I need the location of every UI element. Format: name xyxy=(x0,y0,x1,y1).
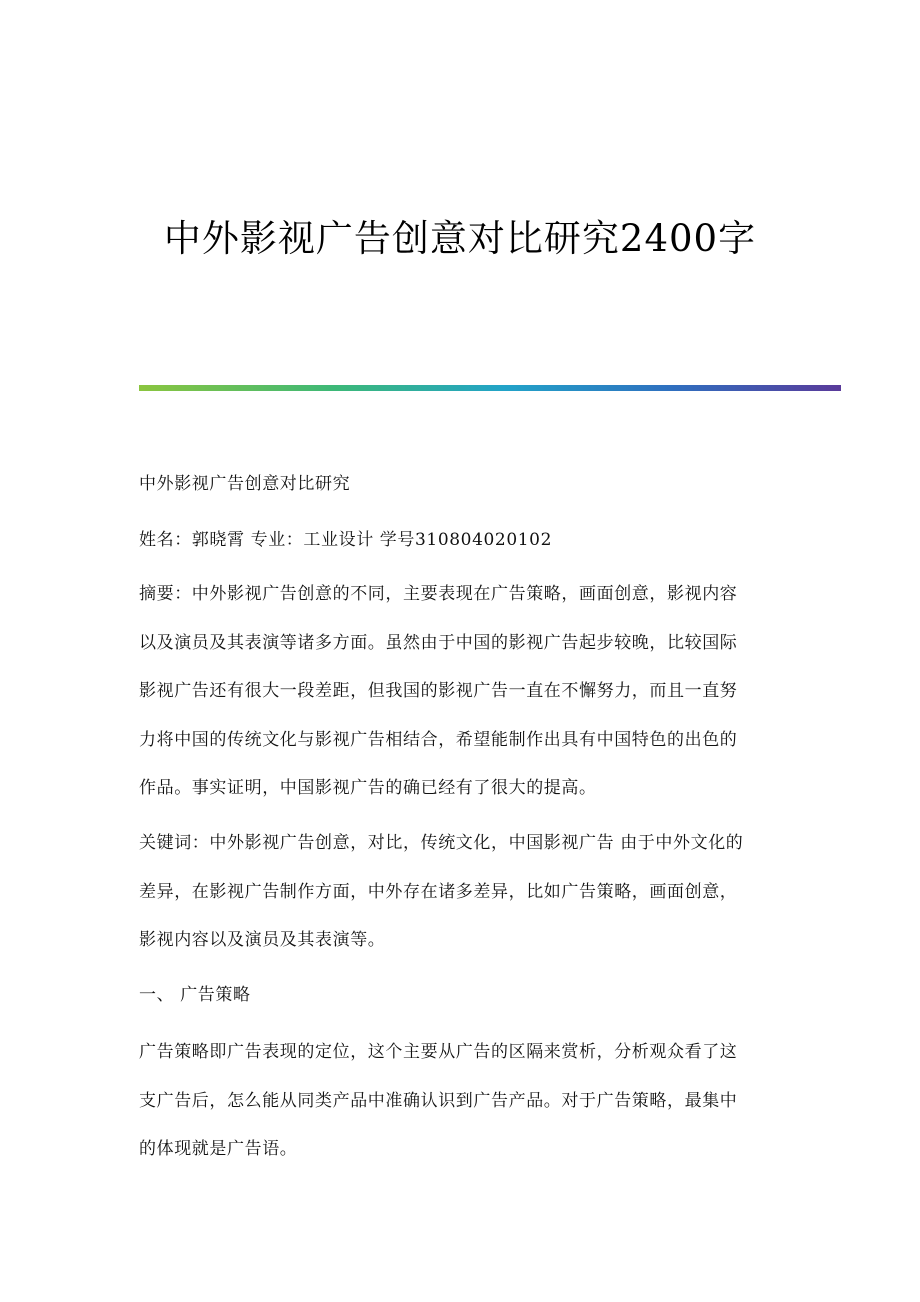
author-info xyxy=(139,516,784,565)
section-paragraph xyxy=(139,1028,784,1174)
keywords-line: 关键词：中外影视广告创意，对比，传统文化，中国影视广告 由于中外文化的 xyxy=(139,833,744,853)
keywords-line: 影视内容以及演员及其表演等。 xyxy=(139,930,386,950)
section-paragraph-line: 支广告后，怎么能从同类产品中准确认识到广告产品。对于广告策略，最集中 xyxy=(139,1090,738,1111)
abstract-line: 摘要：中外影视广告创意的不同，主要表现在广告策略，画面创意，影视内容 xyxy=(139,584,738,604)
document-subtitle xyxy=(139,460,784,509)
subtitle-text: 中外影视广告创意对比研究 xyxy=(139,474,351,494)
author-line: 姓名：郭晓霄 专业：工业设计 学号310804020102 xyxy=(139,530,552,550)
section-paragraph-line: 广告策略即广告表现的定位，这个主要从广告的区隔来赏析，分析观众看了这 xyxy=(139,1042,738,1062)
section-paragraph-line: 的体现就是广告语。 xyxy=(139,1139,298,1159)
abstract-line: 力将中国的传统文化与影视广告相结合，希望能制作出具有中国特色的出色的 xyxy=(139,729,738,750)
keywords-line: 差异，在影视广告制作方面，中外存在诸多差异，比如广告策略，画面创意， xyxy=(139,881,738,902)
section-heading xyxy=(139,971,784,1020)
document-title: 中外影视广告创意对比研究2400字 xyxy=(163,217,757,260)
abstract-line: 以及演员及其表演等诸多方面。虽然由于中国的影视广告起步较晚，比较国际 xyxy=(139,632,738,653)
abstract-line: 影视广告还有很大一段差距，但我国的影视广告一直在不懈努力，而且一直努 xyxy=(139,681,738,701)
section-heading-text: 一、 广告策略 xyxy=(139,985,251,1005)
abstract-line: 作品。事实证明，中国影视广告的确已经有了很大的提高。 xyxy=(139,778,597,798)
keywords-paragraph xyxy=(139,819,784,965)
abstract-paragraph xyxy=(139,570,784,813)
title-divider-rule xyxy=(139,385,841,391)
